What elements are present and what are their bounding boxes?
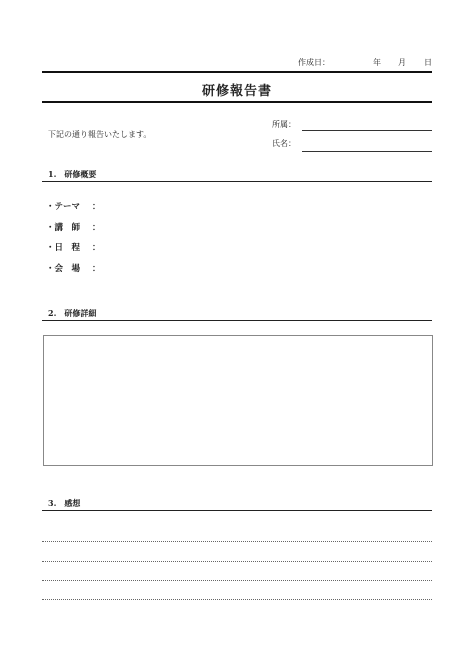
item-label: ・テーマ — [46, 202, 81, 212]
item-colon: ： — [92, 202, 101, 212]
title-bottom-rule — [42, 101, 432, 103]
date-label: 作成日： — [298, 58, 330, 67]
name-label: 氏名： — [272, 139, 296, 148]
date-year[interactable]: 年 — [373, 58, 381, 67]
section3-title: 3. 感想 — [48, 498, 81, 508]
impression-line-1[interactable] — [42, 541, 432, 542]
item-label: ・日 程 — [46, 243, 81, 253]
name-field[interactable] — [302, 151, 432, 152]
date-day[interactable]: 日 — [424, 58, 432, 67]
impression-line-2[interactable] — [42, 561, 432, 562]
date-month[interactable]: 月 — [398, 58, 406, 67]
section1-title: 1. 研修概要 — [48, 169, 97, 179]
intro-text: 下記の通り報告いたします。 — [48, 130, 152, 139]
section1-rule — [42, 181, 432, 182]
date-row — [240, 57, 434, 71]
item-label: ・講 師 — [46, 223, 81, 233]
impression-line-3[interactable] — [42, 580, 432, 581]
impression-line-4[interactable] — [42, 599, 432, 600]
item-colon: ： — [92, 264, 101, 274]
overview-item-schedule — [46, 241, 101, 253]
document-title: 研修報告書 — [201, 84, 272, 99]
item-colon: ： — [92, 243, 101, 253]
section2-title: 2. 研修詳細 — [48, 308, 97, 318]
section3-rule — [42, 510, 432, 511]
overview-item-venue — [46, 262, 101, 274]
detail-textarea[interactable] — [43, 335, 433, 466]
item-label: ・会 場 — [46, 264, 81, 274]
title-top-rule — [42, 71, 432, 73]
affiliation-field[interactable] — [302, 130, 432, 131]
affiliation-label: 所属： — [272, 120, 296, 129]
overview-item-lecturer — [46, 221, 101, 233]
section2-rule — [42, 320, 432, 321]
overview-item-theme — [46, 200, 101, 212]
item-colon: ： — [92, 223, 101, 233]
